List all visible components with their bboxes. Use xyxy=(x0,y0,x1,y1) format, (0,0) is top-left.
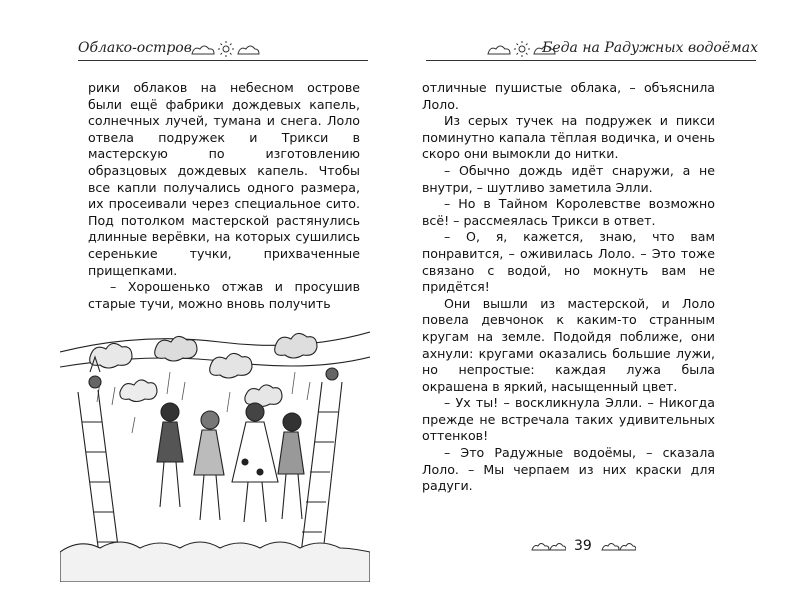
cloud-ornament-folio-left xyxy=(530,539,566,553)
text-column-right xyxy=(422,80,715,495)
workshop-illustration xyxy=(60,312,370,582)
paragraph: рики облаков на небесном острове были ещё фабрики дождевых капель, солнечных лучей, тумана и снега. Лоло отвела подружек и Трикси в мастерскую по изготовлению образцовых дождевых капель. Чтобы все капли получались одного размера, их просеивали через специальное сито. Под потолком мастерской растянулись длинные верёвки, на которых сушились серенькие тучки, прихваченные прищепками. xyxy=(88,80,360,278)
cloud-ornament-folio-right xyxy=(600,539,636,553)
paragraph: – Это Радужные водоёмы, – сказала Лоло. – Мы черпаем из них краски для радуги. xyxy=(422,445,715,494)
paragraph: отличные пушистые облака, – объяснила Лоло. xyxy=(422,80,715,112)
paragraph: Из серых тучек на подружек и пикси поминутно капала тёплая водичка, и очень скоро они вымокли до нитки. xyxy=(422,113,715,162)
running-head-left: Облако-остров xyxy=(78,40,192,56)
paragraph: – Ух ты! – воскликнула Элли. – Никогда прежде не встречала таких удивительных оттенков! xyxy=(422,395,715,444)
paragraph: – О, я, кажется, знаю, что вам понравится, – оживилась Лоло. – Это тоже связано с водой, но мокнуть вам не придётся! xyxy=(422,229,715,295)
header-rule-right xyxy=(426,60,756,61)
page-number: 39 xyxy=(574,538,592,554)
paragraph: – Хорошенько отжав и просушив старые тучи, можно вновь получить xyxy=(88,279,360,311)
text-column-left xyxy=(88,80,360,312)
paragraph: – Обычно дождь идёт снаружи, а не внутри, – шутливо заметила Элли. xyxy=(422,162,715,195)
paragraph: Они вышли из мастерской, и Лоло повела девчонок к каким-то странным кругам на земле. Подойдя поближе, они ахнули: кругами оказались большие лужи, но непростые: каждая лужа была окрашена в яркий, насыщенный цвет. xyxy=(422,295,715,394)
running-head-right: Беда на Радужных водоёмах xyxy=(542,40,758,56)
cloud-ornament-left xyxy=(188,40,260,58)
paragraph: – Но в Тайном Королевстве возможно всё! – рассмеялась Трикси в ответ. xyxy=(422,196,715,228)
page-number-area xyxy=(530,538,636,554)
right-page xyxy=(400,0,800,600)
header-rule-left xyxy=(78,60,368,61)
